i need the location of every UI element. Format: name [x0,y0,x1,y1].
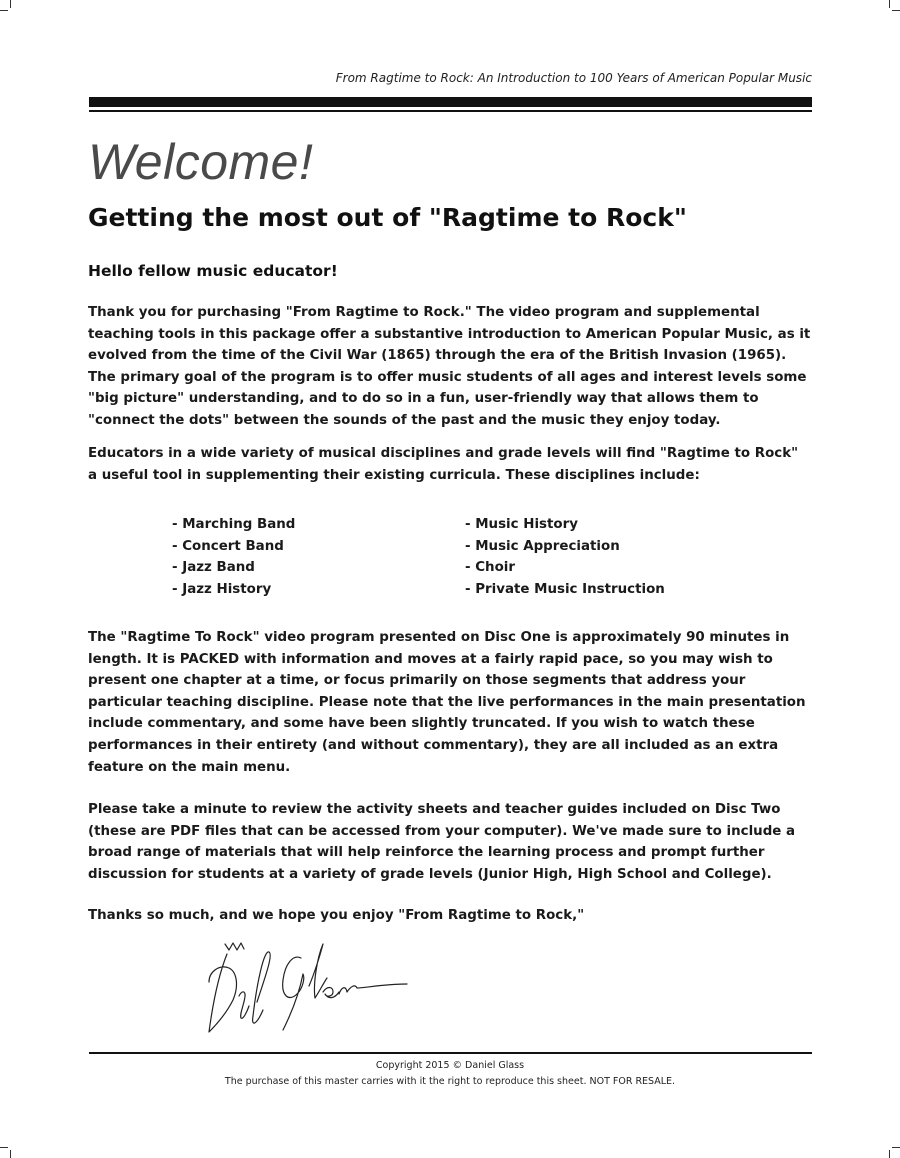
header-rule-thin [89,110,812,112]
disciplines-list-left [172,514,295,600]
crop-mark [10,0,11,8]
crop-mark [0,10,8,11]
reproduction-notice: The purchase of this master carries with it the right to reproduce this sheet. NOT FOR RESALE. [224,1076,676,1087]
disciplines-list-right [465,514,665,600]
crop-mark [892,1147,900,1148]
closing-line: Thanks so much, and we hope you enjoy "From Ragtime to Rock," [88,908,585,923]
copyright-line: Copyright 2015 © Daniel Glass [375,1060,525,1071]
list-item: - Music History [465,517,578,532]
list-item: - Choir [465,560,515,576]
footer-rule [89,1052,812,1054]
list-item: - Concert Band [172,538,284,554]
list-item: - Jazz Band [172,560,255,576]
video-program-paragraph: The "Ragtime To Rock" video program presented on Disc One is approximately 90 minutes in length. It is PACKED with information and moves at a fairly rapid pace, so you may wish to present one chapter at a time, or focus primarily on those segments that address your particular teaching discipline. Please note that the live performances in the main presentation include commentary, and some have been slightly truncated. If you wish to watch these performances in their entirety (and without commentary), they are all included as an extra feature on the main menu. [88,630,806,775]
greeting-heading: Hello fellow music educator! [88,262,338,280]
crop-mark [889,0,890,8]
list-item: - Marching Band [172,517,296,532]
disciplines-paragraph: Educators in a wide variety of musical disciplines and grade levels will find "Ragtime to Rock" a useful tool in supplementing their existing curricula. These disciplines include: [88,446,799,483]
page-title: Getting the most out of "Ragtime to Rock" [88,203,687,232]
crop-mark [10,1150,11,1158]
signature-image [205,936,415,1040]
running-header: From Ragtime to Rock: An Introduction to 100 Years of American Popular Music [335,71,812,85]
list-item: - Private Music Instruction [465,581,665,597]
intro-paragraph: Thank you for purchasing "From Ragtime to Rock." The video program and supplemental teaching tools in this package offer a substantive introduction to American Popular Music, as it evolved from the time of the Civil War (1865) through the era of the British Invasion (1965). The primary goal of the program is to offer music students of all ages and interest levels some "big picture" understanding, and to do so in a fun, user-friendly way that allows them to "connect the dots" between the sounds of the past and the music they enjoy today. [88,305,811,428]
list-item: - Jazz History [172,581,272,597]
activity-sheets-paragraph: Please take a minute to review the activity sheets and teacher guides included on Disc Two (these are PDF files that can be accessed from your computer). We've made sure to include a broad range of materials that will help reinforce the learning process and prompt further discussion for students at a variety of grade levels (Junior High, High School and College). [88,802,796,882]
crop-mark [892,10,900,11]
crop-mark [0,1147,8,1148]
header-rule-thick [89,97,812,107]
list-item: - Music Appreciation [465,538,620,554]
welcome-heading: Welcome! [88,134,314,190]
crop-mark [889,1150,890,1158]
